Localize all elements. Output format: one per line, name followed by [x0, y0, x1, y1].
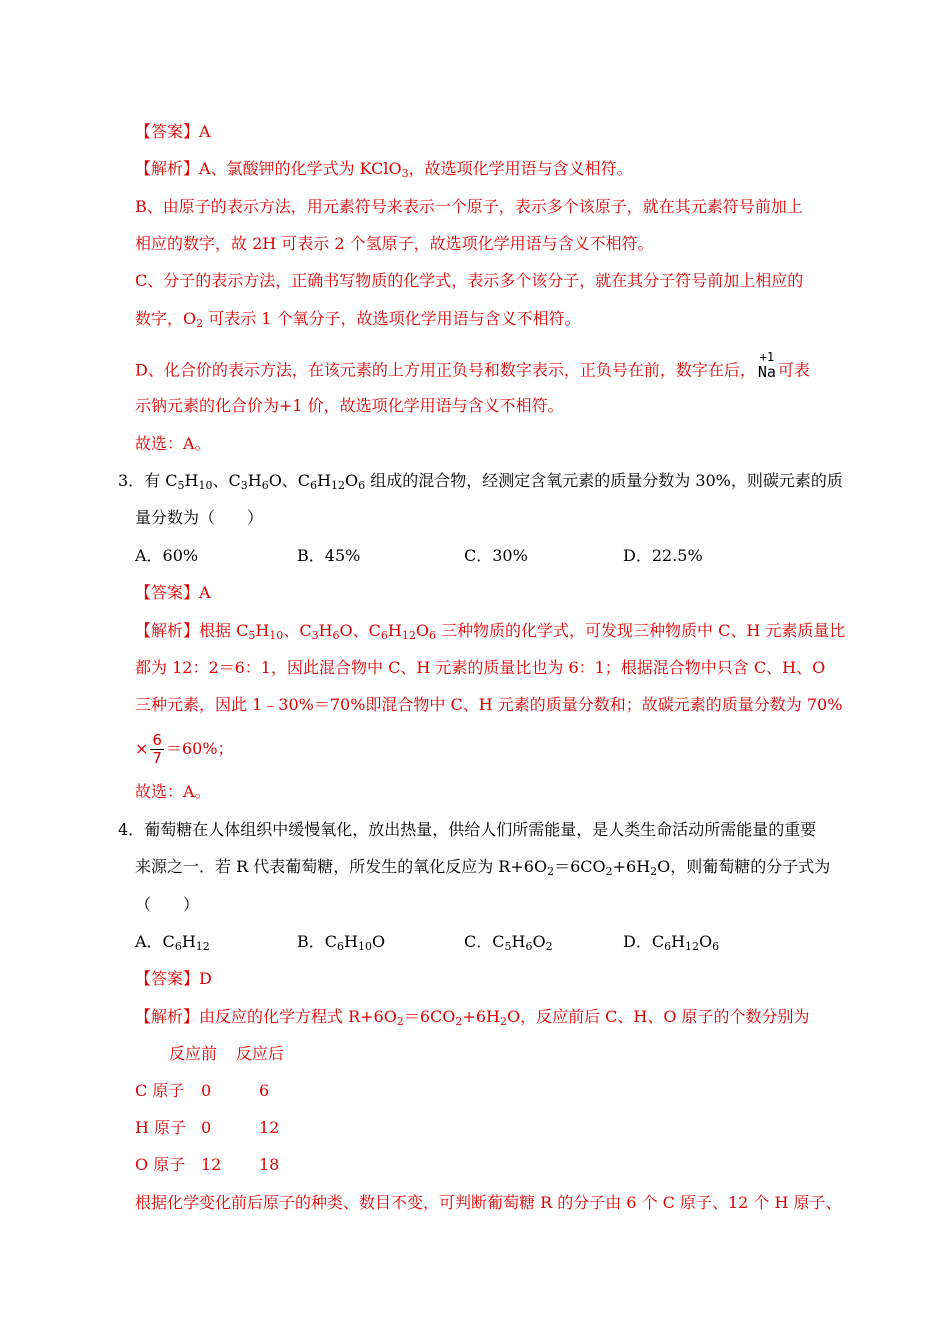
analysis-text: ＝60%；: [165, 739, 234, 758]
q4-analysis-line1: [135, 1007, 810, 1027]
q4-option-a: [135, 932, 210, 952]
subscript: 5: [248, 629, 256, 642]
analysis-text: O、C: [339, 621, 381, 640]
subscript: 2: [499, 1015, 507, 1028]
option-text: H: [511, 932, 526, 951]
subscript: 2: [455, 1015, 463, 1028]
table-row-c-before: 0: [201, 1081, 212, 1100]
stem-text: +6H: [612, 857, 651, 876]
analysis-label: 【解析】: [135, 159, 200, 178]
q4-answer-line: [135, 969, 212, 989]
q3-option-d: D．22.5%: [623, 546, 703, 565]
stem-text: O、C: [268, 471, 311, 490]
q3-answer-line: [135, 583, 211, 603]
subscript: 10: [269, 629, 284, 642]
answer-value: A: [199, 122, 211, 141]
analysis-text: ＝6CO: [403, 1007, 456, 1026]
subscript: 6: [428, 629, 436, 642]
analysis-text: O，反应前后 C、H、O 原子的个数分别为: [506, 1007, 810, 1026]
q2-conclusion: 故选：A。: [135, 434, 211, 453]
q2-analysis-d-line1: [135, 350, 810, 386]
subscript: 2: [196, 317, 204, 330]
analysis-text: 可表: [777, 360, 810, 380]
q4-option-b: [297, 932, 385, 952]
q3-option-c: C．30%: [464, 546, 528, 565]
q4-stem-line3: （ ）: [135, 895, 200, 914]
fraction-numerator: 6: [152, 731, 162, 749]
subscript: 6: [310, 479, 318, 492]
analysis-text: 数字，O: [135, 309, 197, 328]
sodium-valence-notation: [758, 350, 776, 380]
q3-option-b: B．45%: [297, 546, 361, 565]
subscript: 6: [174, 940, 182, 953]
table-row-o-label: O 原子: [135, 1155, 186, 1174]
option-text: C．C: [464, 932, 505, 951]
element-symbol: Na: [757, 363, 776, 381]
stem-text: H: [247, 471, 262, 490]
subscript: 2: [547, 865, 555, 878]
analysis-label: 【解析】: [135, 1007, 200, 1026]
q3-analysis-line1: [135, 621, 845, 641]
option-text: O: [699, 932, 713, 951]
subscript: 6: [712, 940, 720, 953]
analysis-text: H: [387, 621, 402, 640]
subscript: 3: [401, 167, 409, 180]
table-row-h-label: H 原子: [135, 1118, 187, 1137]
answer-label: 【答案】: [135, 969, 200, 988]
subscript: 3: [240, 479, 248, 492]
subscript: 2: [396, 1015, 404, 1028]
stem-text: 有 C: [144, 471, 178, 490]
q4-option-d: [623, 932, 719, 952]
option-text: H: [181, 932, 196, 951]
analysis-text: H: [318, 621, 333, 640]
subscript: 6: [380, 629, 388, 642]
table-row-c-after: 6: [259, 1081, 270, 1100]
table-row-o-before: 12: [201, 1155, 222, 1174]
subscript: 6: [525, 940, 533, 953]
analysis-text: +6H: [462, 1007, 500, 1026]
subscript: 6: [332, 629, 340, 642]
q2-analysis-d-line2: 示钠元素的化合价为+1 价，故选项化学用语与含义不相符。: [135, 396, 564, 415]
q3-analysis-line4: [135, 730, 234, 768]
analysis-text: 根据 C: [199, 621, 249, 640]
subscript: 3: [311, 629, 319, 642]
q4-analysis-last-line: 根据化学变化前后原子的种类、数目不变，可判断葡萄糖 R 的分子由 6 个 C 原子、12 个 H 原子、: [135, 1193, 842, 1212]
stem-text: 组成的混合物，经测定含氧元素的质量分数为 30%，则碳元素的质: [365, 471, 843, 490]
stem-text: H: [317, 471, 332, 490]
subscript: 10: [198, 479, 213, 492]
table-row-h-before: 0: [201, 1118, 212, 1137]
subscript: 6: [337, 940, 345, 953]
q3-option-a: A．60%: [135, 546, 199, 565]
option-text: A．C: [135, 932, 175, 951]
q2-analysis-c-line1: C、分子的表示方法，正确书写物质的化学式，表示多个该分子，就在其分子符号前加上相应的: [135, 271, 804, 290]
q2-answer-line: [135, 122, 211, 142]
q2-analysis-b-line2: 相应的数字，故 2H 可表示 2 个氢原子，故选项化学用语与含义不相符。: [135, 234, 654, 253]
subscript: 10: [357, 940, 372, 953]
q3-stem-line1: [118, 471, 843, 491]
subscript: 12: [195, 940, 210, 953]
analysis-text: H: [255, 621, 270, 640]
q2-analysis-b-line1: B、由原子的表示方法，用元素符号来表示一个原子，表示多个该原子，就在其元素符号前加上: [135, 197, 803, 216]
stem-text: 、C: [212, 471, 241, 490]
q3-conclusion: 故选：A。: [135, 782, 211, 801]
analysis-text: 可表示 1 个氧分子，故选项化学用语与含义不相符。: [203, 309, 581, 328]
table-row-h-after: 12: [259, 1118, 280, 1137]
answer-value: A: [199, 583, 211, 602]
stem-text: O，则葡萄糖的分子式为: [657, 857, 831, 876]
q2-analysis-c-line2: [135, 309, 581, 329]
subscript: 5: [504, 940, 512, 953]
fraction-denominator: 7: [152, 749, 162, 767]
question-number: 3．: [118, 471, 145, 490]
q4-option-c: [464, 932, 553, 952]
analysis-text: ，故选项化学用语与含义相符。: [408, 159, 633, 178]
subscript: 5: [177, 479, 185, 492]
stem-text: H: [184, 471, 199, 490]
option-text: H: [671, 932, 686, 951]
table-row-c-label: C 原子: [135, 1081, 185, 1100]
table-row-o-after: 18: [259, 1155, 280, 1174]
subscript: 6: [261, 479, 269, 492]
fraction-six-sevenths: [150, 732, 164, 767]
q2-analysis-a: [135, 159, 633, 179]
option-text: O: [371, 932, 386, 951]
answer-value: D: [199, 969, 212, 988]
option-text: H: [344, 932, 358, 951]
answer-label: 【答案】: [135, 583, 200, 602]
option-text: O: [532, 932, 546, 951]
table-header-after: 反应后: [236, 1044, 285, 1063]
question-number: 4．: [118, 820, 145, 839]
q4-stem-line1: [118, 820, 816, 840]
subscript: 6: [358, 479, 366, 492]
subscript: 2: [650, 865, 658, 878]
subscript: 12: [685, 940, 700, 953]
analysis-text: 三种物质的化学式，可发现三种物质中 C、H 元素质量比: [435, 621, 846, 640]
q3-analysis-line3: 三种元素，因此 1﹣30%＝70%即混合物中 C、H 元素的质量分数和；故碳元素的质量分数为 70%: [135, 695, 843, 714]
table-header-before: 反应前: [169, 1044, 218, 1063]
valence-value: +1: [759, 350, 775, 364]
answer-label: 【答案】: [135, 122, 200, 141]
analysis-text: D、化合价的表示方法，在该元素的上方用正负号和数字表示，正负号在前，数字在后，: [135, 360, 756, 380]
q3-analysis-line2: 都为 12：2＝6：1，因此混合物中 C、H 元素的质量比也为 6：1；根据混合物中只含 C、H、O: [135, 658, 826, 677]
stem-text: 葡萄糖在人体组织中缓慢氧化，放出热量，供给人们所需能量，是人类生命活动所需能量的重要: [144, 820, 817, 839]
subscript: 2: [545, 940, 553, 953]
analysis-text: O: [415, 621, 429, 640]
stem-text: O: [345, 471, 359, 490]
subscript: 12: [331, 479, 346, 492]
option-text: D．C: [623, 932, 665, 951]
analysis-text: 由反应的化学方程式 R+6O: [199, 1007, 397, 1026]
analysis-text: 、C: [283, 621, 312, 640]
q3-stem-line2: 量分数为（ ）: [135, 508, 264, 527]
analysis-label: 【解析】: [135, 621, 200, 640]
subscript: 6: [664, 940, 672, 953]
analysis-text: A、氯酸钾的化学式为 KClO: [199, 159, 402, 178]
stem-text: 来源之一．若 R 代表葡萄糖，所发生的氧化反应为 R+6O: [135, 857, 548, 876]
subscript: 2: [605, 865, 613, 878]
subscript: 12: [401, 629, 416, 642]
times-sign: ×: [135, 739, 149, 758]
option-text: B．C: [297, 932, 338, 951]
q4-stem-line2: [135, 857, 830, 877]
stem-text: ＝6CO: [554, 857, 606, 876]
